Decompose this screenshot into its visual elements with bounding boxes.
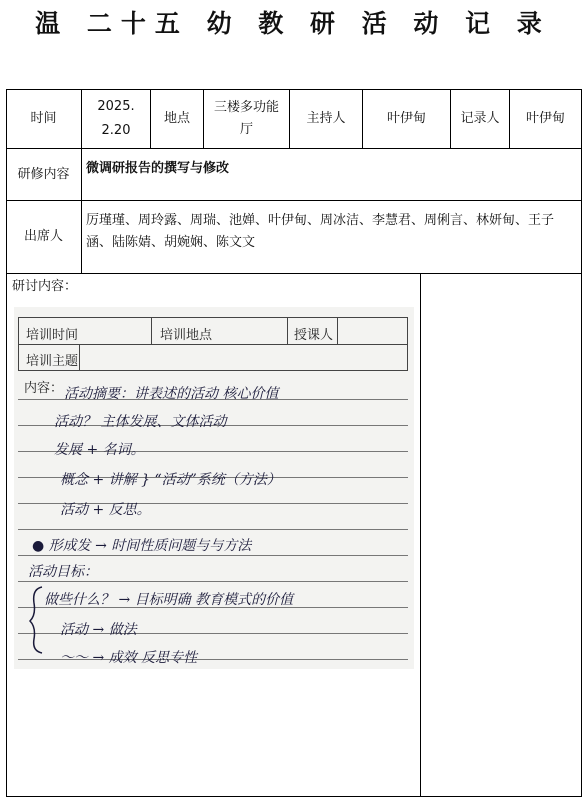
handwritten-form-photo — [14, 307, 414, 669]
time-label: 时间 — [30, 110, 57, 126]
host-value: 叶伊甸 — [386, 110, 426, 126]
place-label: 地点 — [163, 110, 190, 126]
handwritten-line: 活动？ 主体发展、文体活动 — [54, 414, 227, 430]
handwritten-line: 发展 + 名词。 — [54, 442, 145, 458]
handwritten-line: ● 形成发 → 时间性质问题与与方法 — [32, 538, 252, 554]
form-time-label: 培训时间 — [26, 328, 79, 343]
handwritten-line: 做些什么？ → 目标明确 教育模式的价值 — [44, 592, 294, 608]
research-content-value: 微调研报告的撰写与修改 — [86, 161, 230, 176]
form-lecturer-label: 授课人 — [294, 328, 334, 343]
handwritten-line: 活动 → 做法 — [60, 622, 137, 638]
research-content-label: 研修内容 — [17, 166, 70, 182]
handwritten-line: 活动目标： — [28, 564, 98, 580]
recorder-value: 叶伊甸 — [525, 110, 565, 126]
host-label: 主持人 — [306, 110, 346, 126]
attendees-label: 出席人 — [23, 229, 63, 244]
attendees-value: 厉瑾瑾、周玲露、周瑞、池婵、叶伊甸、周冰洁、李慧君、周俐言、林妍甸、王子涵、陆陈婧、胡婉娴、陈文文 — [86, 213, 555, 250]
handwritten-line: 活动摘要：讲表述的活动 核心价值 — [64, 386, 279, 402]
form-place-label: 培训地点 — [160, 328, 213, 343]
form-content-label: 内容： — [24, 381, 64, 396]
time-value-line2: 2.20 — [101, 122, 131, 138]
discussion-label: 研讨内容： — [12, 279, 78, 294]
page-title: 温 二十五 幼 教 研 活 动 记 录 — [35, 9, 551, 38]
time-value-line1: 2025. — [97, 98, 135, 114]
handwritten-line: ～～ → 成效 反思专性 — [60, 650, 198, 666]
form-topic-label: 培训主题 — [26, 354, 79, 369]
brace-mark — [28, 585, 48, 655]
time-value — [82, 89, 150, 148]
recorder-label: 记录人 — [460, 110, 500, 126]
handwritten-line: 活动 + 反思。 — [60, 502, 151, 518]
place-value: 三楼多功能厅 — [214, 99, 280, 137]
handwritten-line: 概念 + 讲解 } “活动”系统（方法） — [60, 472, 281, 488]
